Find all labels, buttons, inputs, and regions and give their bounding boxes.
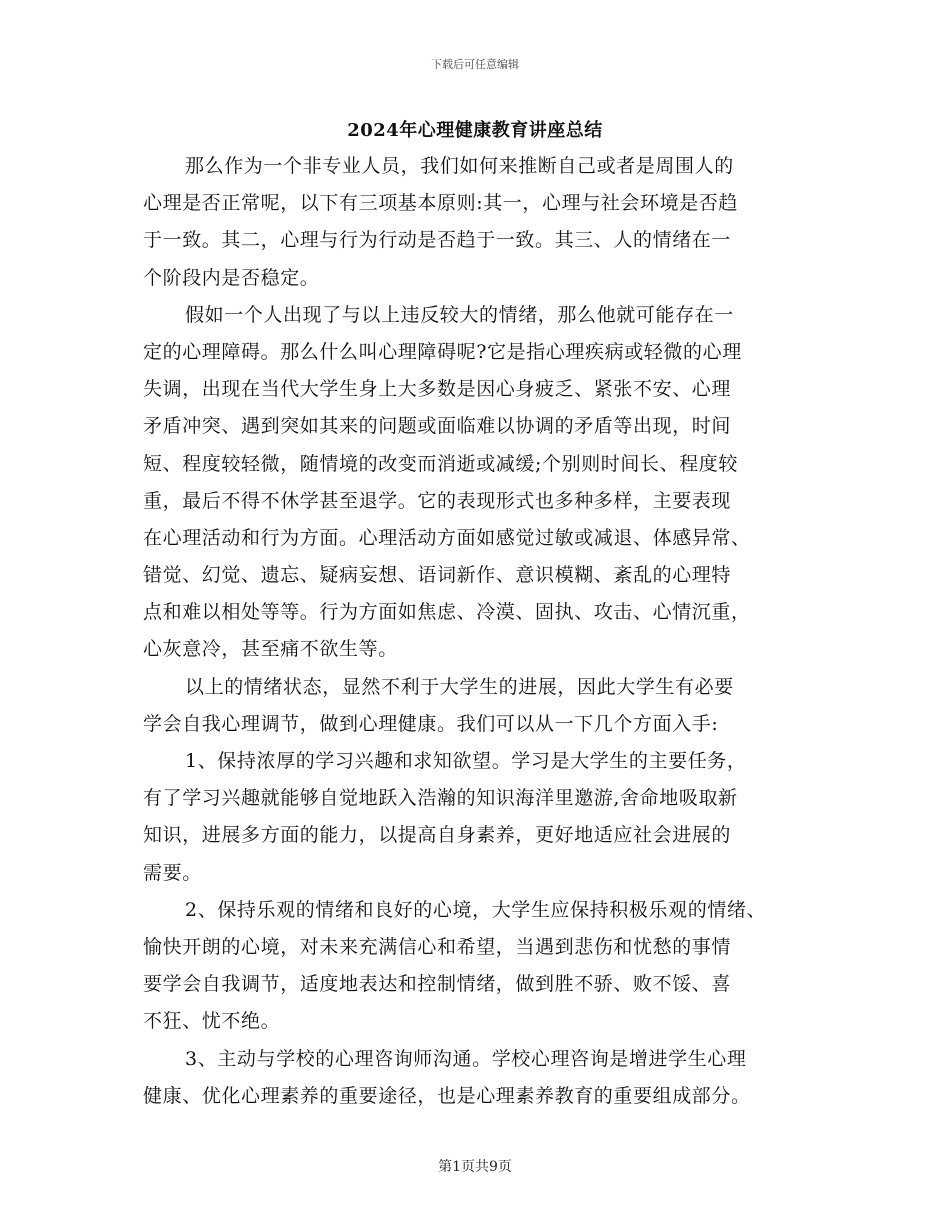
- paragraph-line: 学会自我心理调节，做到心理健康。我们可以从一下几个方面入手:: [143, 712, 719, 735]
- paragraph-line: 个阶段内是否稳定。: [143, 266, 320, 289]
- paragraph-line: 于一致。其二，心理与行为行动是否趋于一致。其三、人的情绪在一: [143, 229, 732, 252]
- paragraph-line: 假如一个人出现了与以上违反较大的情绪，那么他就可能存在一: [185, 303, 734, 326]
- document-title: 2024年心理健康教育讲座总结: [347, 120, 603, 141]
- paragraph-line: 1、保持浓厚的学习兴趣和求知欲望。学习是大学生的主要任务，: [185, 750, 747, 772]
- paragraph-line: 有了学习兴趣就能够自觉地跃入浩瀚的知识海洋里邀游,舍命地吸取新: [143, 787, 738, 810]
- paragraph-line: 要学会自我调节，适度地表达和控制情绪，做到胜不骄、败不馁、喜: [143, 973, 732, 996]
- paragraph-line: 短、程度较轻微，随情境的改变而消逝或减缓;个别则时间长、程度较: [143, 452, 739, 475]
- paragraph-line: 2、保持乐观的情绪和良好的心境，大学生应保持积极乐观的情绪、: [185, 898, 767, 921]
- paragraph-line: 重，最后不得不休学甚至退学。它的表现形式也多种多样，主要表现: [143, 489, 732, 512]
- paragraph-line: 不狂、忧不绝。: [143, 1010, 281, 1033]
- paragraph-line: 3、主动与学校的心理咨询师沟通。学校心理咨询是增进学生心理: [185, 1047, 747, 1070]
- paragraph-line: 那么作为一个非专业人员，我们如何来推断自己或者是周围人的: [185, 155, 734, 177]
- paragraph-line: 错觉、幻觉、遗忘、疑病妄想、语词新作、意识模糊、紊乱的心理特: [143, 564, 732, 587]
- paragraph-line: 定的心理障碍。那么什么叫心理障碍呢?它是指心理疾病或轻微的心理: [143, 340, 742, 363]
- paragraph-line: 以上的情绪状态，显然不利于大学生的进展，因此大学生有必要: [185, 675, 734, 698]
- header-note: 下载后可任意编辑: [431, 58, 519, 71]
- page-number: 第1页共9页: [438, 1159, 512, 1175]
- paragraph-line: 心灰意冷，甚至痛不欲生等。: [143, 638, 398, 661]
- paragraph-line: 矛盾冲突、遇到突如其来的问题或面临难以协调的矛盾等出现，时间: [143, 415, 732, 438]
- paragraph-line: 心理是否正常呢，以下有三项基本原则:其一，心理与社会环境是否趋: [143, 192, 739, 215]
- document-body: [143, 148, 808, 1115]
- paragraph-line: 愉快开朗的心境，对未来充满信心和希望，当遇到悲伤和忧愁的事情: [143, 935, 732, 958]
- paragraph-line: 失调，出现在当代大学生身上大多数是因心身疲乏、紧张不安、心理: [143, 378, 732, 401]
- paragraph-line: 知识，进展多方面的能力，以提高自身素养，更好地适应社会进展的: [143, 824, 732, 847]
- paragraph-line: 点和难以相处等等。行为方面如焦虑、冷漠、固执、攻击、心情沉重，: [143, 601, 751, 624]
- paragraph-line: 健康、优化心理素养的重要途径，也是心理素养教育的重要组成部分。: [143, 1084, 751, 1107]
- paragraph-line: 在心理活动和行为方面。心理活动方面如感觉过敏或减退、体感异常、: [143, 526, 751, 549]
- paragraph-line: 需要。: [143, 861, 202, 884]
